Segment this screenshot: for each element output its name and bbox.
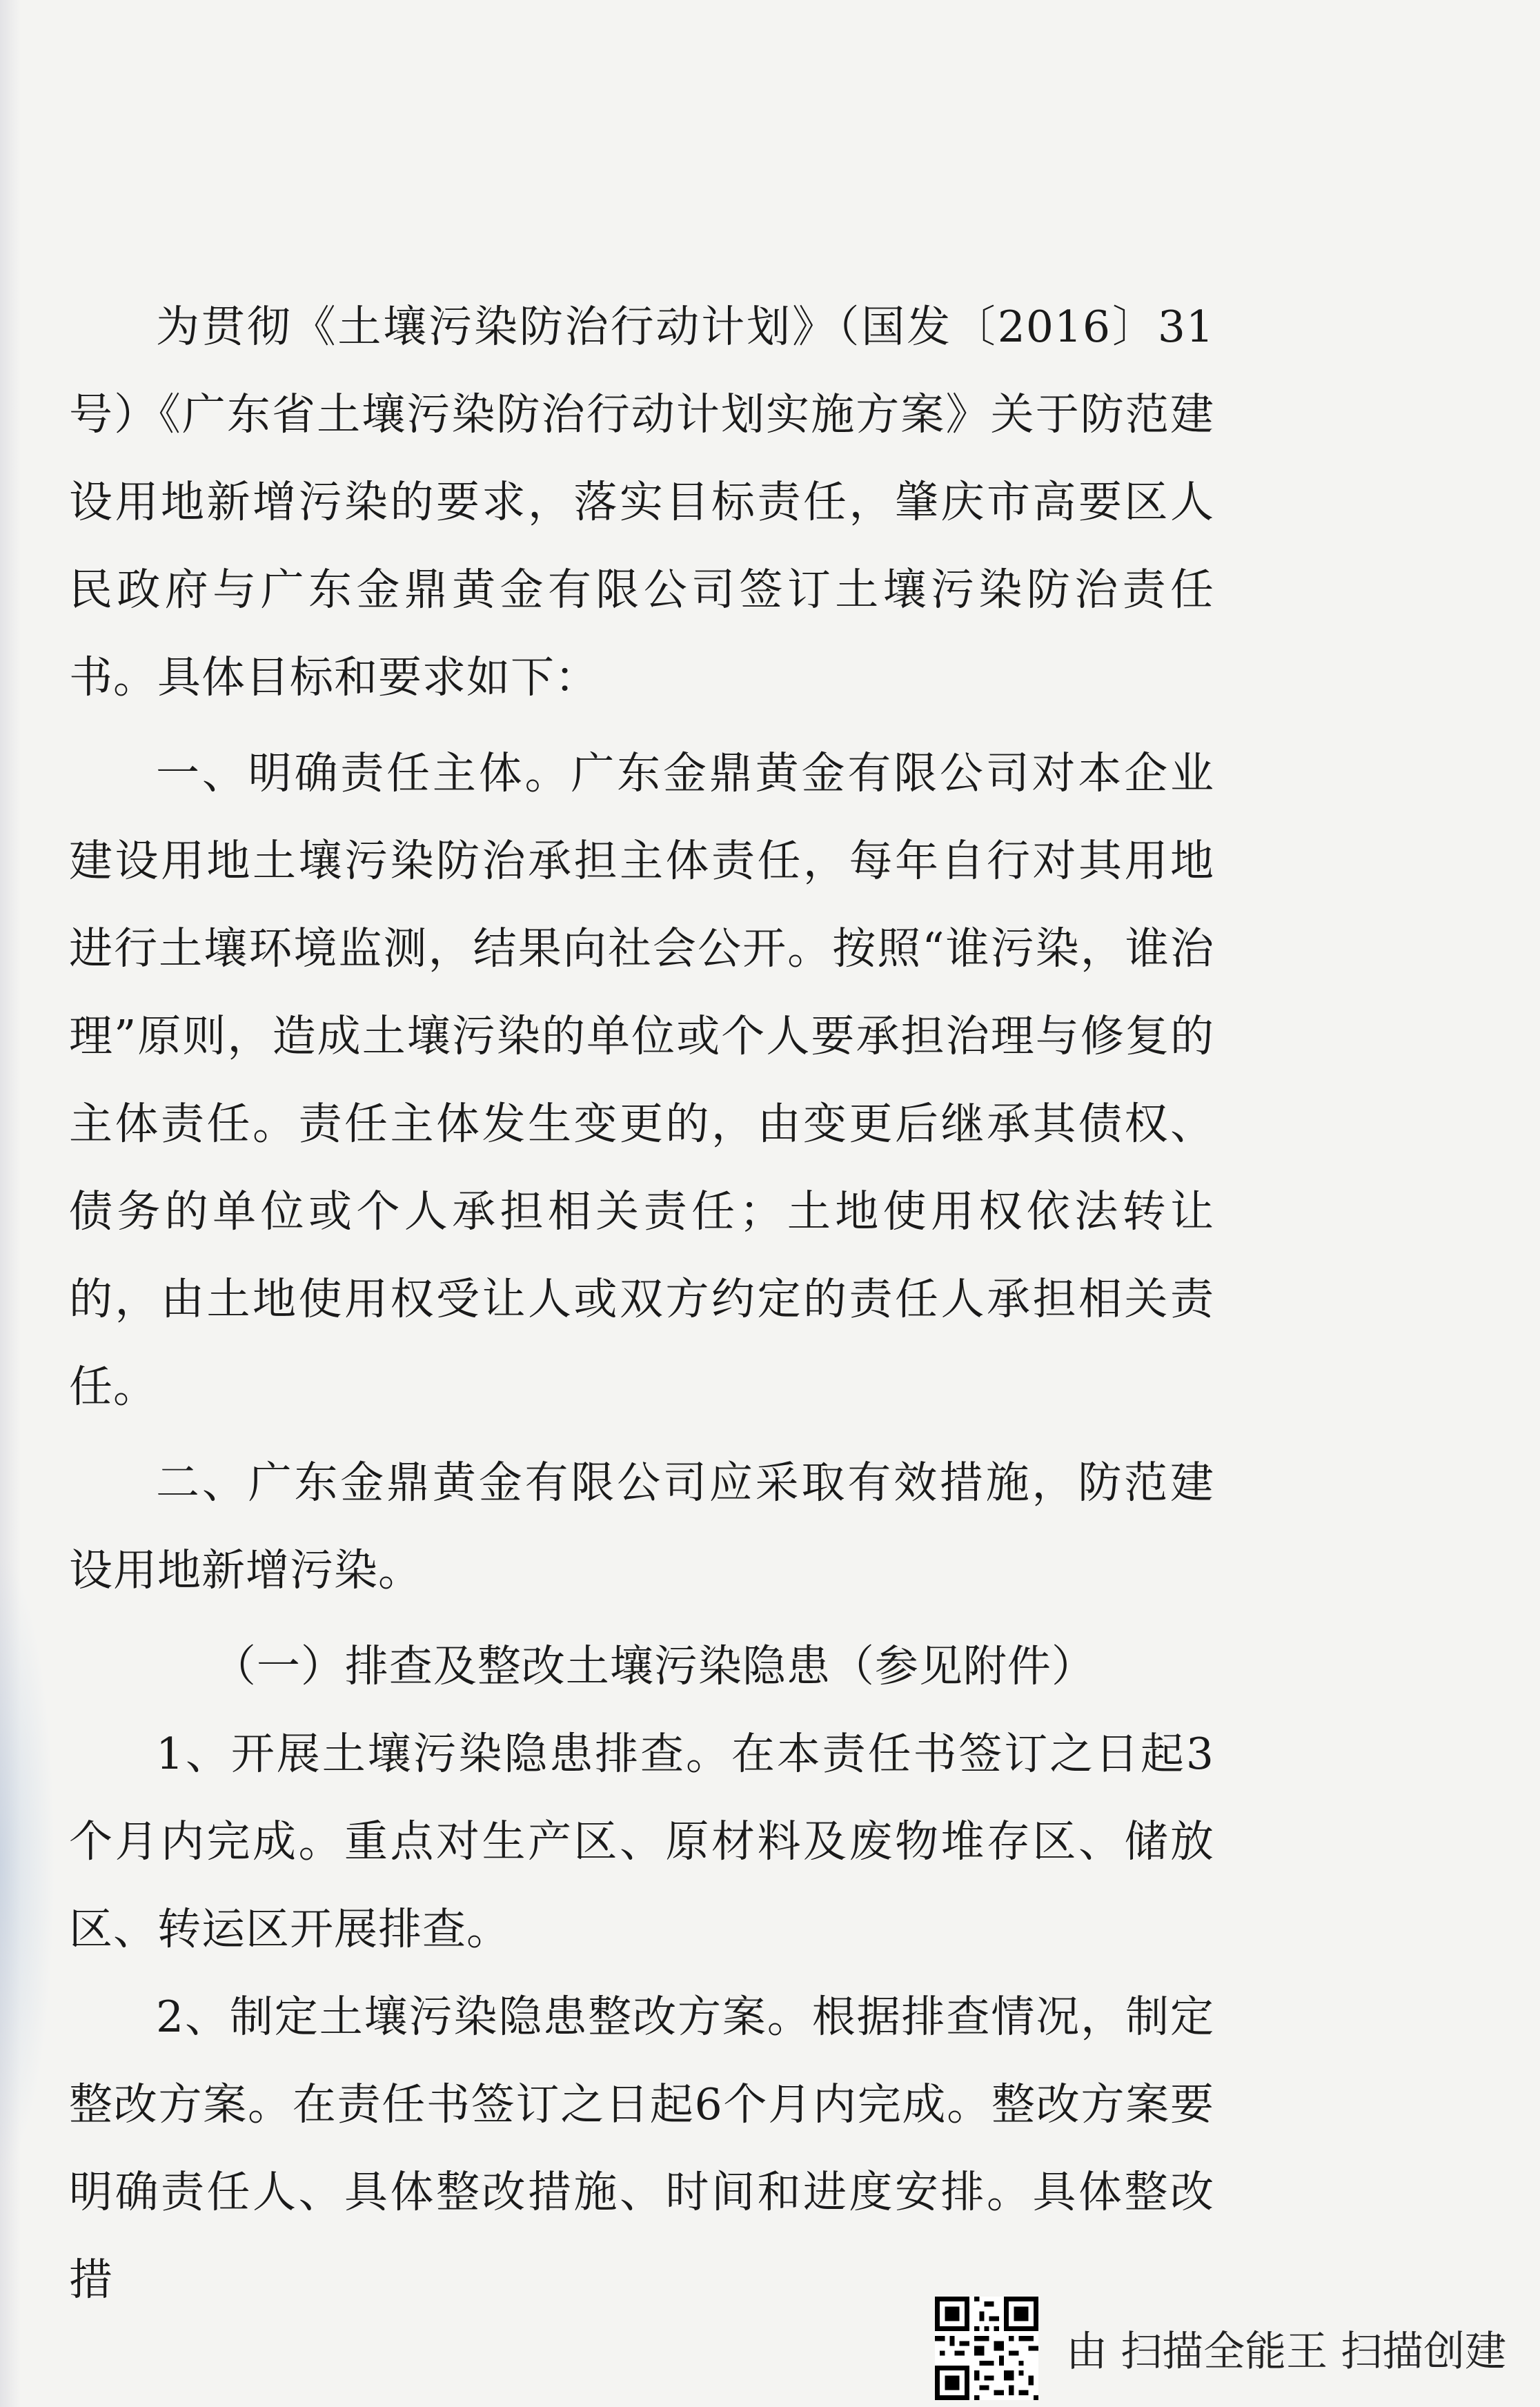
scan-smudge: [0, 1553, 55, 2174]
section-1-paragraph: 一、明确责任主体。广东金鼎黄金有限公司对本企业建设用地土壤污染防治承担主体责任，每年自行对其用地进行土壤环境监测，结果向社会公开。按照“谁污染，谁治理”原则，造成土壤污染的单位或个人要承担治理与修复的主体责任。责任主体发生变更的，由变更后继承其债权、债务的单位或个人承担相关责任；土地使用权依法转让的，由土地使用权受让人或双方约定的责任人承担相关责任。: [69, 748, 1214, 1412]
scanner-watermark: [935, 2290, 1540, 2407]
subsection-heading: （一）排查及整改土壤污染隐患（参见附件）: [212, 1641, 1096, 1691]
item-1-paragraph: 1、开展土壤污染隐患排查。在本责任书签订之日起3个月内完成。重点对生产区、原材料及废物堆存区、储放区、转运区开展排查。: [69, 1729, 1214, 1954]
intro-paragraph: 为贯彻《土壤污染防治行动计划》（国发〔2016〕31号）《广东省土壤污染防治行动计划实施方案》关于防范建设用地新增污染的要求，落实目标责任，肇庆市高要区人民政府与广东金鼎黄金有限公司签订土壤污染防治责任书。具体目标和要求如下：: [69, 302, 1214, 703]
section-2-paragraph: 二、广东金鼎黄金有限公司应采取有效措施，防范建设用地新增污染。: [69, 1457, 1214, 1595]
qr-code-icon: [935, 2297, 1038, 2400]
item-2-paragraph: 2、制定土壤污染隐患整改方案。根据排查情况，制定整改方案。在责任书签订之日起6个月内完成。整改方案要明确责任人、具体整改措施、时间和进度安排。具体整改措: [69, 1992, 1214, 2305]
scanner-credit-text: 由 扫描全能王 扫描创建: [1066, 2328, 1507, 2376]
document-body: [69, 283, 1214, 2324]
